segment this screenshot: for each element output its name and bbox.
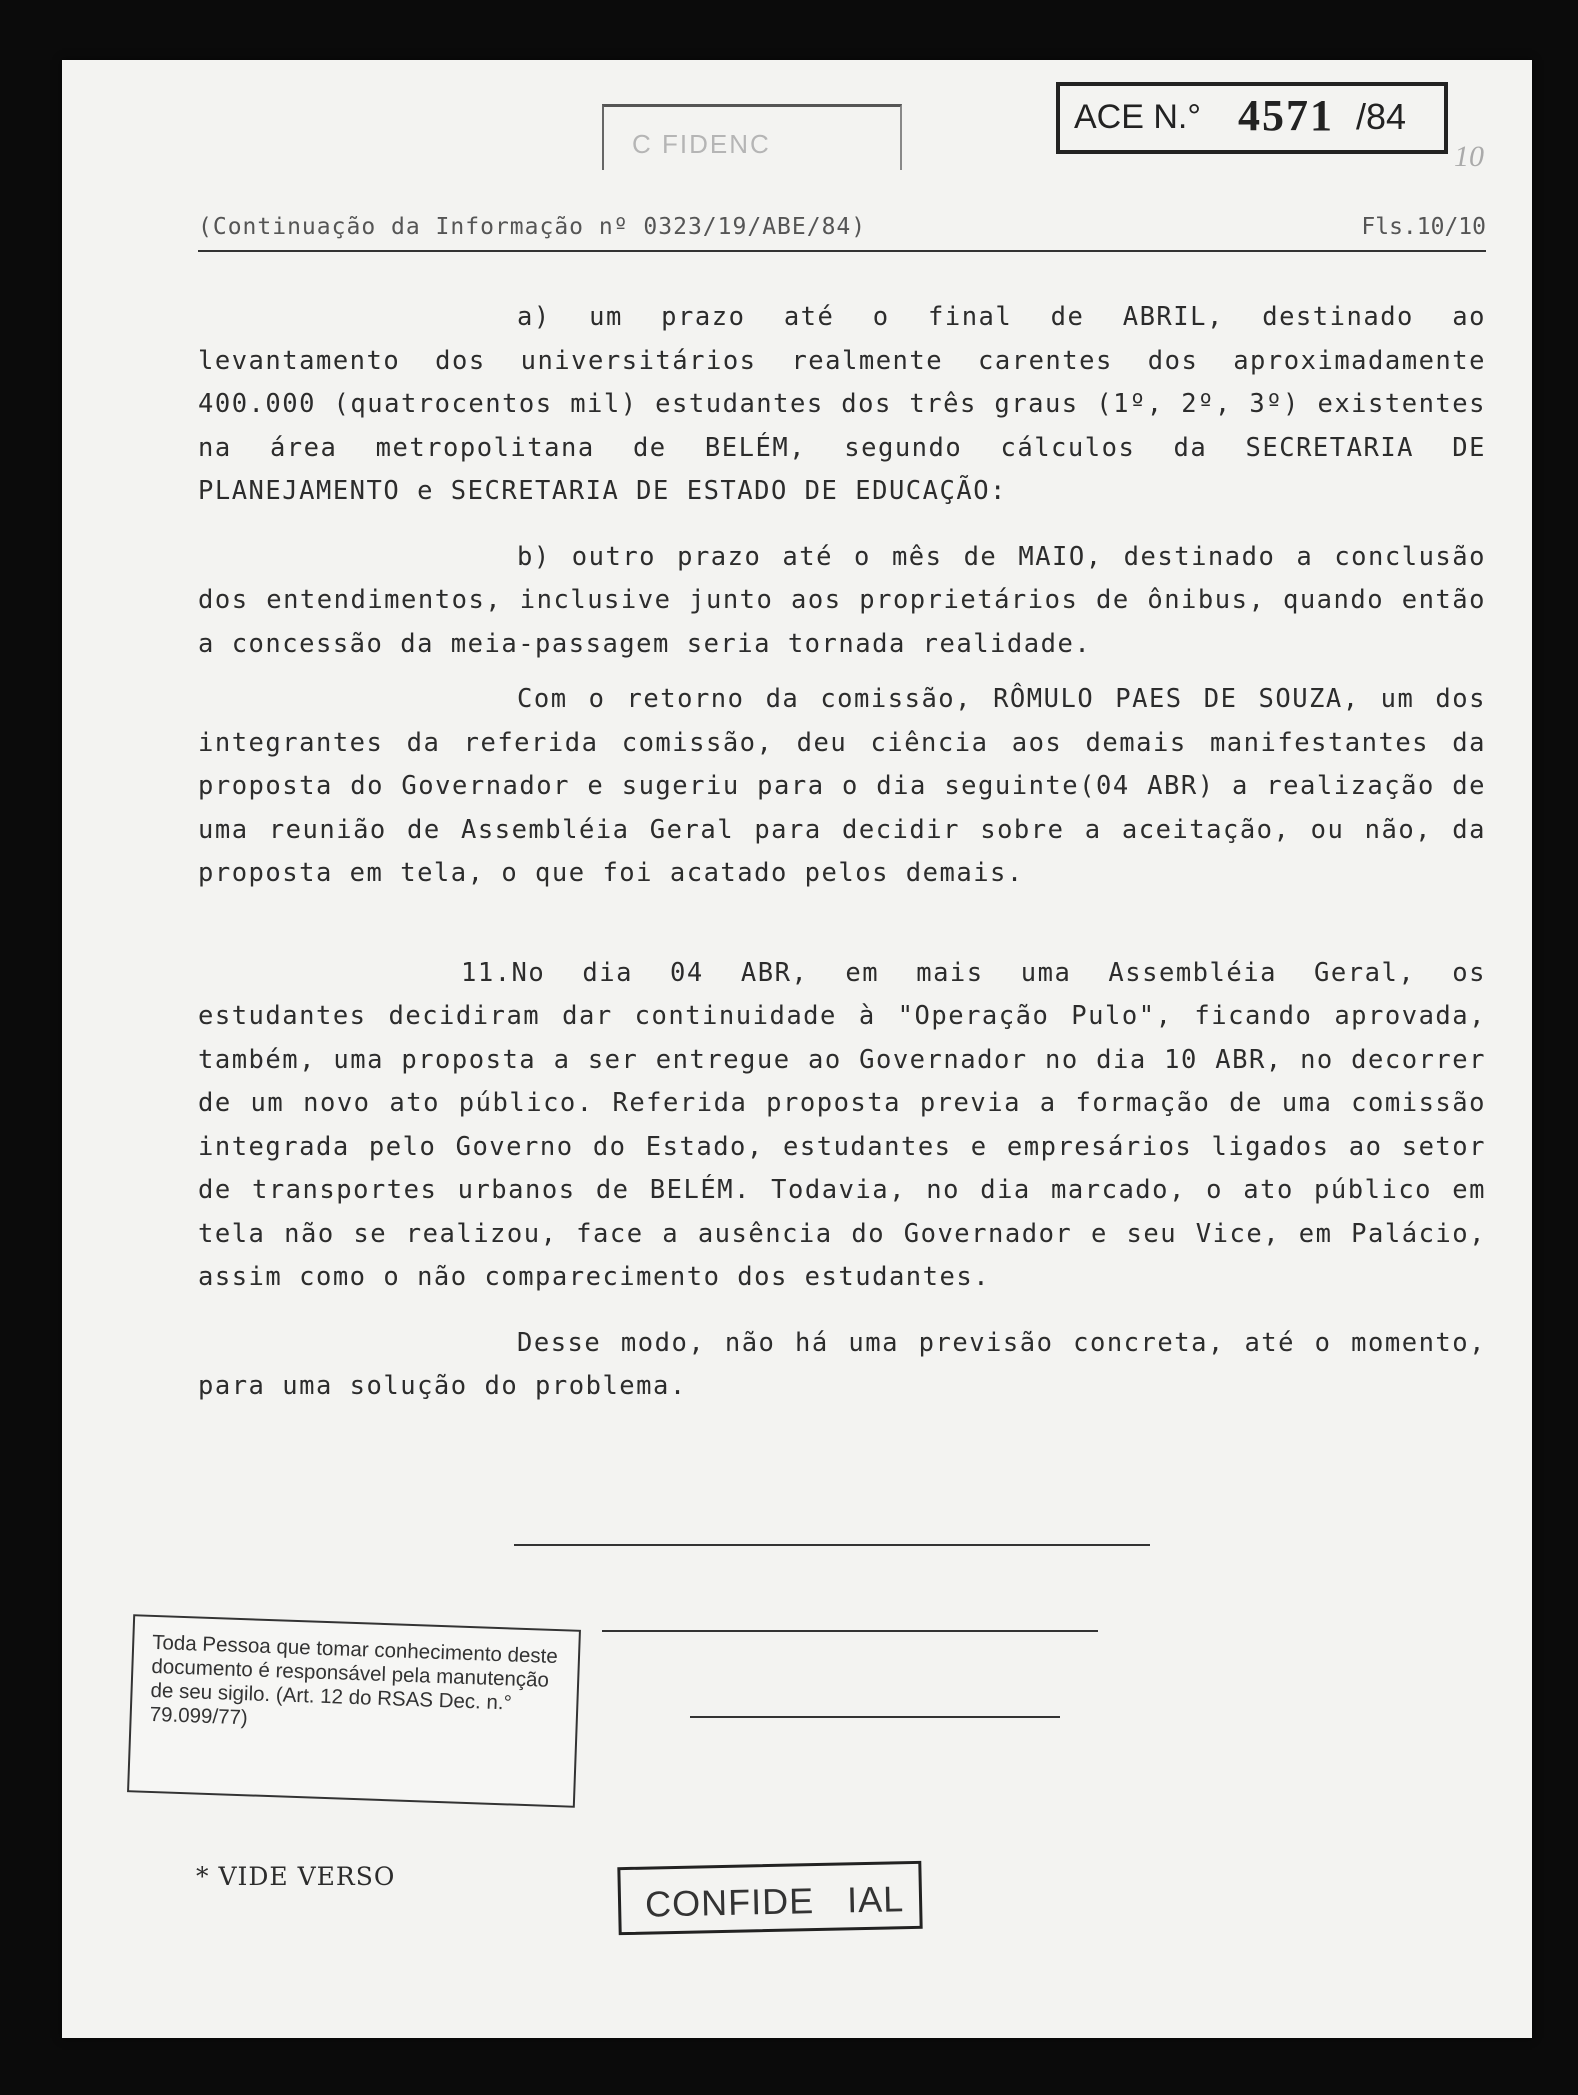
ace-label: ACE N.° bbox=[1074, 98, 1201, 136]
confidential-stamp-bottom: CONFIDE IAL bbox=[617, 1861, 922, 1935]
paragraph-return: Com o retorno da comissão, RÔMULO PAES DE SOUZA, um dos integrantes da referida comissão, deu ciência aos demais manifestantes da proposta do Governador e sugeriu para o dia seguinte(04 ABR) a realização de uma reunião de Assembléia Geral para decidir sobre a aceitação, ou não, da proposta em tela, o que foi acatado pelos demais. bbox=[198, 684, 1486, 888]
paragraph-11: 11.No dia 04 ABR, em mais uma Assembléia Geral, os estudantes decidiram dar continuidade à "Operação Pulo", ficando aprovada, também, uma proposta a ser entregue ao Governador no dia 10 ABR, no decorrer de um novo ato público. Referida proposta previa a formação de uma comissão integrada pelo Governo do Estado, estudantes e empresários ligados ao setor de transportes urbanos de BELÉM. Todavia, no dia marcado, o ato público em tela não se realizou, face a ausência do Governador e seu Vice, em Palácio, assim como o não comparecimento dos estudantes. bbox=[198, 957, 1486, 1292]
paragraph-conclusion: Desse modo, não há uma previsão concreta, até o momento, para uma solução do problema. bbox=[198, 1327, 1486, 1401]
ace-number: 4571 bbox=[1238, 91, 1334, 140]
paragraph-a: a) um prazo até o final de ABRIL, destinado ao levantamento dos universitários realmente carentes dos aproximadamente 400.000 (quatrocentos mil) estudantes dos três graus (1º, 2º, 3º) existentes na área metropolitana de BELÉM, segundo cálculos da SECRETARIA DE PLANEJAMENTO e SECRETARIA DE ESTADO DE EDUCAÇÃO: bbox=[198, 302, 1486, 506]
header-page-number: Fls.10/10 bbox=[1361, 214, 1486, 240]
document-header bbox=[198, 210, 1486, 252]
confidential-stamp-top: C FIDENC bbox=[602, 104, 902, 170]
ace-suffix: /84 bbox=[1356, 96, 1407, 137]
signature-line-2 bbox=[602, 1630, 1098, 1632]
ace-number-stamp bbox=[1056, 82, 1448, 154]
vide-verso-note: * VIDE VERSO bbox=[196, 1862, 396, 1891]
margin-handwritten-note: 10 bbox=[1454, 140, 1484, 173]
document-body bbox=[198, 296, 1486, 1409]
confidentiality-warning-box: Toda Pessoa que tomar conhecimento deste documento é responsável pela manutenção de seu sigilo. (Art. 12 do RSAS Dec. n.° 79.099/77) bbox=[127, 1614, 581, 1808]
document-page bbox=[62, 60, 1532, 2038]
header-reference: (Continuação da Informação nº 0323/19/ABE/84) bbox=[198, 214, 867, 240]
signature-line-1 bbox=[514, 1544, 1150, 1546]
paragraph-b: b) outro prazo até o mês de MAIO, destinado a conclusão dos entendimentos, inclusive junto aos proprietários de ônibus, quando então a concessão da meia-passagem seria tornada realidade. bbox=[198, 541, 1486, 659]
signature-line-3 bbox=[690, 1716, 1060, 1718]
